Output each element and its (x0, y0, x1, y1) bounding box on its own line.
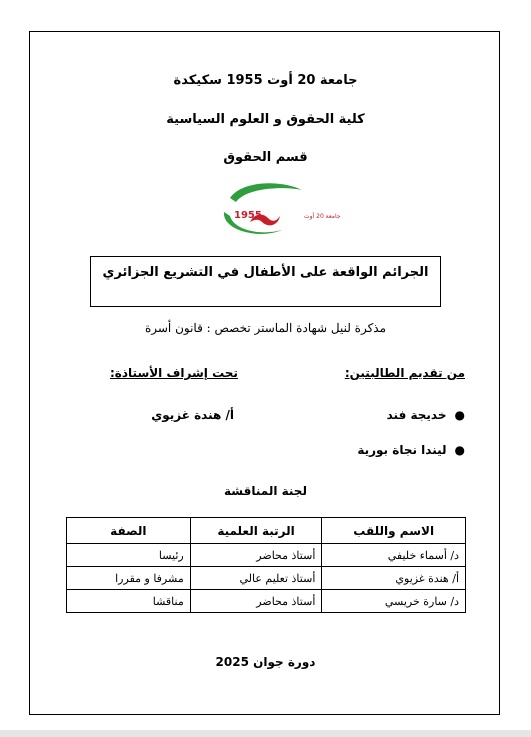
student-item (387, 408, 465, 422)
member-rank: أستاذ محاضر (190, 544, 322, 567)
member-name: د/ سارة خريسي (322, 590, 466, 613)
bullet-icon: ● (454, 408, 465, 422)
thesis-subtitle: مذكرة لنيل شهادة الماستر تخصص : قانون أسرة (144, 321, 387, 335)
student-name: خديجة فند (386, 408, 447, 422)
table-header-row (67, 518, 466, 544)
committee-table (66, 517, 466, 613)
column-header-role: الصفة (67, 518, 191, 544)
students-heading: من تقديم الطالبتين: (344, 366, 465, 380)
member-role: مناقشا (67, 590, 191, 613)
committee-title: لجنة المناقشة (224, 484, 307, 498)
logo-year: 1955 (234, 210, 262, 221)
member-rank: أستاذ محاضر (190, 590, 322, 613)
bullet-icon: ● (454, 443, 465, 457)
session-date: دورة جوان 2025 (215, 655, 316, 669)
thesis-title: الجرائم الواقعة على الأطفال في التشريع الجزائري (102, 265, 429, 280)
thesis-title-box (90, 256, 441, 307)
faculty-name: كلية الحقوق و العلوم السياسية (166, 112, 365, 127)
member-role: مشرفا و مقررا (67, 567, 191, 590)
member-name: د/ أسماء خليفي (322, 544, 466, 567)
column-header-name: الاسم واللقب (322, 518, 466, 544)
logo-green-arc-top (230, 183, 302, 202)
university-logo-icon (220, 182, 341, 238)
member-rank: أستاذ تعليم عالي (190, 567, 322, 590)
table-row (67, 567, 466, 590)
department-name: قسم الحقوق (223, 150, 308, 165)
student-name: ليندا نجاة بورية (357, 443, 447, 457)
student-item (357, 443, 465, 457)
table-row (67, 590, 466, 613)
member-name: أ/ هندة غزيوي (322, 567, 466, 590)
logo-university-text: جامعة 20 أوت (304, 213, 341, 220)
bottom-strip (0, 730, 531, 737)
column-header-rank: الرتبة العلمية (190, 518, 322, 544)
table-row (67, 544, 466, 567)
member-role: رئيسا (67, 544, 191, 567)
university-name: جامعة 20 أوت 1955 سكيكدة (173, 73, 358, 88)
supervisor-heading: تحت إشراف الأستاذة: (110, 366, 238, 380)
supervisor-name: أ/ هندة غزيوي (151, 408, 234, 422)
